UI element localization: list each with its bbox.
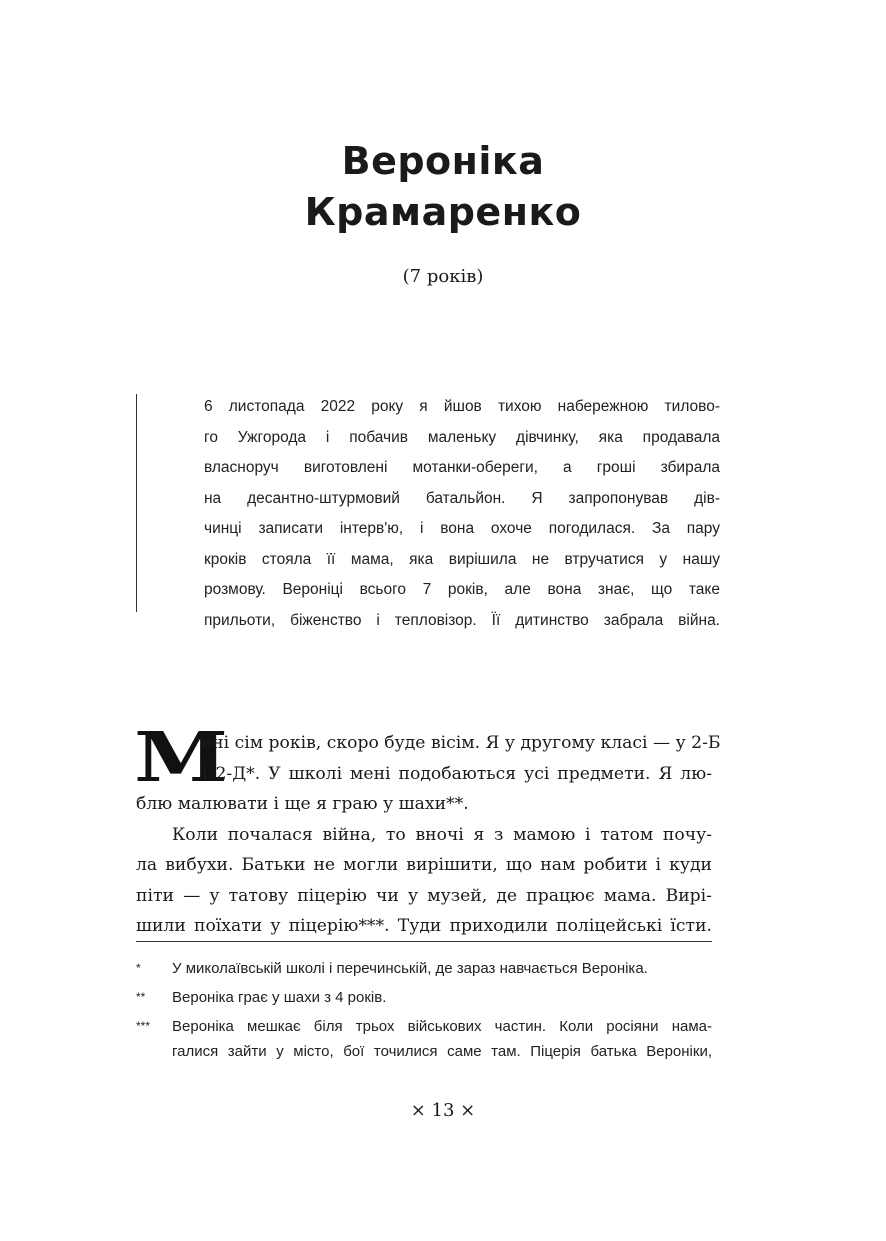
footnote [136,985,712,1010]
chapter-subtitle-age: (7 років) [402,266,484,287]
footnote [136,1014,712,1064]
footnotes [136,956,712,1068]
footnote-mark: * [136,961,141,975]
intro-line: на десантно-штурмовий батальйон. Я запропонував дів- [204,489,720,507]
chapter-title-line: Вероніка [341,139,545,183]
footnote-separator [136,941,712,942]
footnote-text: У миколаївській школі і перечинській, де зараз навчається Вероніка. [172,960,648,977]
body-line: і 2-Д*. У школі мені подобаються усі предмети. Я лю- [202,763,712,784]
body-line: Коли почалася війна, то вночі я з мамою і татом почу- [172,824,712,845]
footnote-mark: *** [136,1019,151,1033]
intro-line: прильоти, біженство і тепловізор. Її дитинство забрала війна. [204,611,720,629]
page-number: × 13 × [410,1100,476,1121]
footnote-text: Вероніка грає у шахи з 4 років. [172,989,387,1006]
intro-line: 6 листопада 2022 року я йшов тихою набережною тилово- [204,398,720,415]
intro-line: власноруч виготовлені мотанки-обереги, а гроші збирала [204,459,720,476]
intro-line: чинці записати інтерв'ю, і вона охоче погодилася. За пару [204,520,720,537]
intro-line: го Ужгорода і побачив маленьку дівчинку, яка продавала [204,428,720,446]
intro-line: кроків стояла її мама, яка вирішила не втручатися у нашу [204,550,720,568]
body-line: ені сім років, скоро буде вісім. Я у другому класі — у 2-Б [202,733,721,753]
body-line: ла вибухи. Батьки не могли вирішити, що нам робити і куди [136,855,712,875]
chapter-title [0,136,886,238]
footnote-text: Вероніка мешкає біля трьох військових частин. Коли росіяни нама- [172,1018,712,1035]
intro-rule [136,394,137,612]
body-line: шили поїхати у піцерію***. Туди приходили поліцейські їсти. [136,916,712,936]
chapter-title-line: Крамаренко [304,190,582,234]
footnote [136,956,712,981]
footnote-mark: ** [136,990,146,1004]
intro-paragraph [204,392,720,636]
drop-cap: М [134,718,226,798]
intro-line: розмову. Вероніці всього 7 років, але вона знає, що таке [204,581,720,598]
footnote-text: галися зайти у місто, бої точилися саме там. Піцерія батька Вероніки, [172,1043,712,1060]
body-line: блю малювати і ще я граю у шахи**. [136,794,469,814]
body-text [134,718,721,942]
body-line: піти — у татову піцерію чи у музей, де працює мама. Вирі- [136,885,712,906]
